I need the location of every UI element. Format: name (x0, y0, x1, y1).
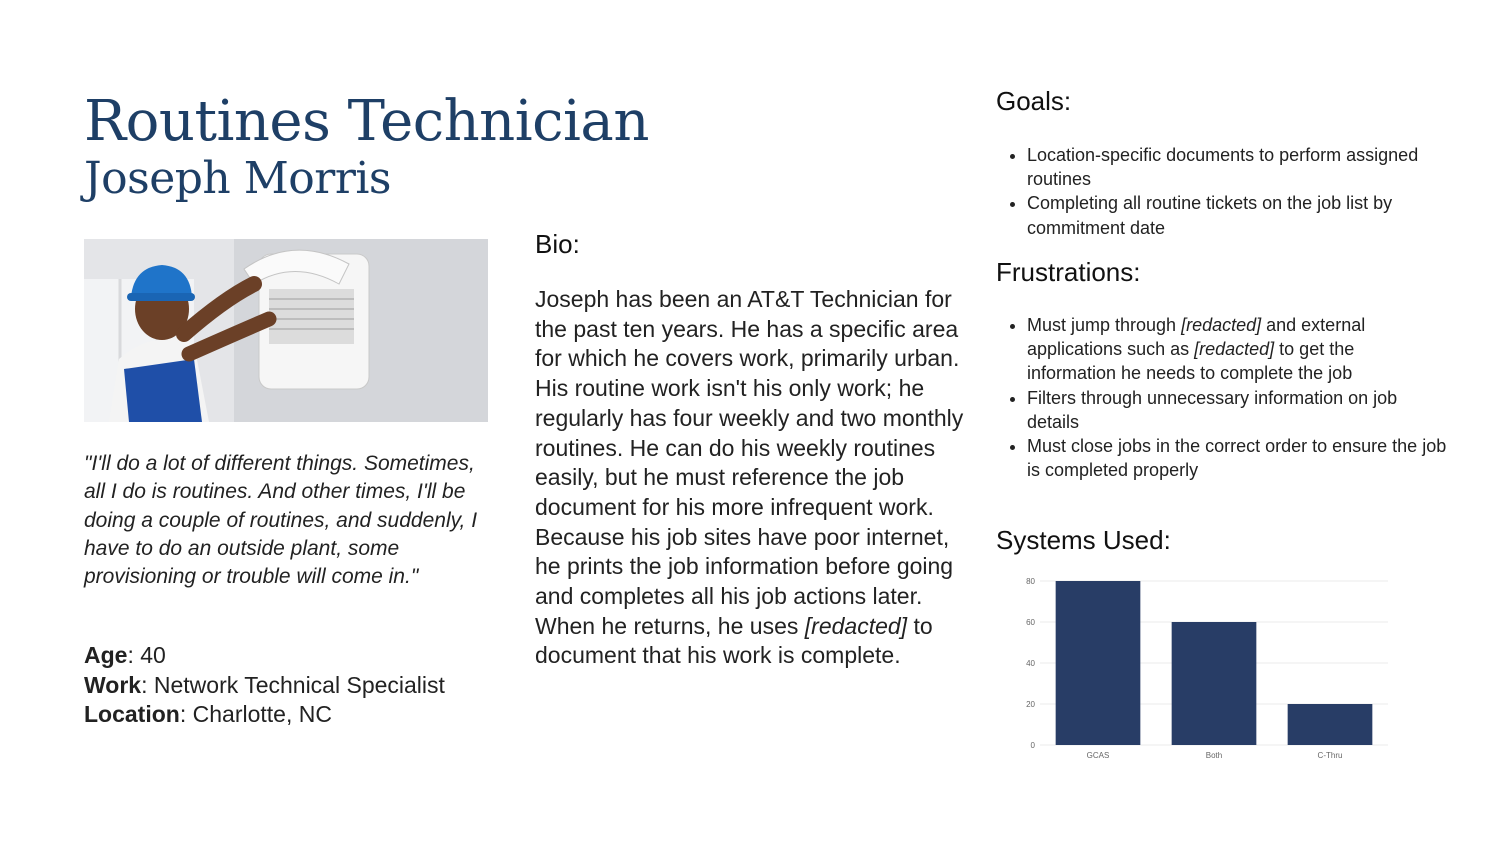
frustration-text: Must jump through (1027, 315, 1182, 335)
bio-text (535, 285, 975, 671)
frustration-text: to get the information he needs to complete the job (1027, 339, 1355, 384)
work-row (84, 671, 504, 701)
x-tick-label: C-Thru (1317, 751, 1343, 760)
age-label: Age (84, 642, 128, 668)
page-title: Routines Technician (84, 89, 649, 154)
bar-c-thru (1288, 704, 1373, 745)
frustration-redacted: [redacted] (1181, 315, 1262, 335)
frustration-text: and external applications such as (1027, 315, 1366, 360)
systems-heading: Systems Used: (996, 525, 1171, 555)
technician-photo-icon (84, 239, 488, 422)
x-tick-label: GCAS (1086, 751, 1110, 760)
y-tick-label: 40 (1026, 659, 1035, 668)
y-tick-label: 60 (1026, 618, 1035, 627)
y-tick-label: 20 (1026, 700, 1035, 709)
goals-heading: Goals: (996, 86, 1072, 116)
technician-photo (84, 239, 488, 422)
x-tick-label: Both (1205, 751, 1223, 760)
work-value: : Network Technical Specialist (141, 671, 445, 698)
y-tick-label: 0 (1030, 741, 1035, 750)
y-tick-label: 80 (1026, 577, 1035, 586)
bio-text-main: Joseph has been an AT&T Technician for the past ten years. He has a specific area for which he covers work, primarily urban. His routine work isn't his only work; he regularly has four weekly and two monthly routines. He can do his weekly routines easily, but he must reference the job document for his more infrequent work. Because his job sites have poor internet, he prints the job information before going and completes all his job actions later. When he returns, he uses (535, 286, 964, 639)
persona-facts (84, 641, 504, 730)
location-row (84, 700, 504, 730)
bar-gcas (1056, 581, 1141, 745)
goal-item: • Completing all routine tickets on the job list by commitment date (1027, 191, 1447, 239)
bio-heading: Bio: (535, 229, 580, 259)
frustration-item: • Must close jobs in the correct order to ensure the job is completed properly (1027, 434, 1447, 482)
frustrations-heading: Frustrations: (996, 257, 1141, 287)
location-label: Location (84, 701, 180, 728)
bio-text-end: to document that his work is complete. (535, 612, 933, 669)
goal-item: • Location-specific documents to perform assigned routines (1027, 143, 1447, 191)
persona-name: Joseph Morris (84, 153, 391, 204)
bio-redacted: [redacted] (804, 612, 908, 639)
frustrations-list (1006, 313, 1447, 482)
systems-bar-chart (1010, 570, 1400, 765)
location-value: : Charlotte, NC (179, 701, 332, 728)
bar-both (1172, 622, 1257, 745)
frustration-item: • Filters through unnecessary information on job details (1027, 386, 1447, 434)
frustration-redacted: [redacted] (1194, 339, 1275, 360)
goals-list (1006, 143, 1447, 240)
age-value: : 40 (127, 642, 166, 668)
frustration-item (1027, 313, 1447, 386)
persona-quote: "I'll do a lot of different things. Sometimes, all I do is routines. And other times, I'll be doing a couple of routines, and suddenly, I have to do an outside plant, some provisioning or trouble will come in." (84, 452, 478, 589)
work-label: Work (84, 671, 142, 698)
age-row (84, 641, 504, 671)
